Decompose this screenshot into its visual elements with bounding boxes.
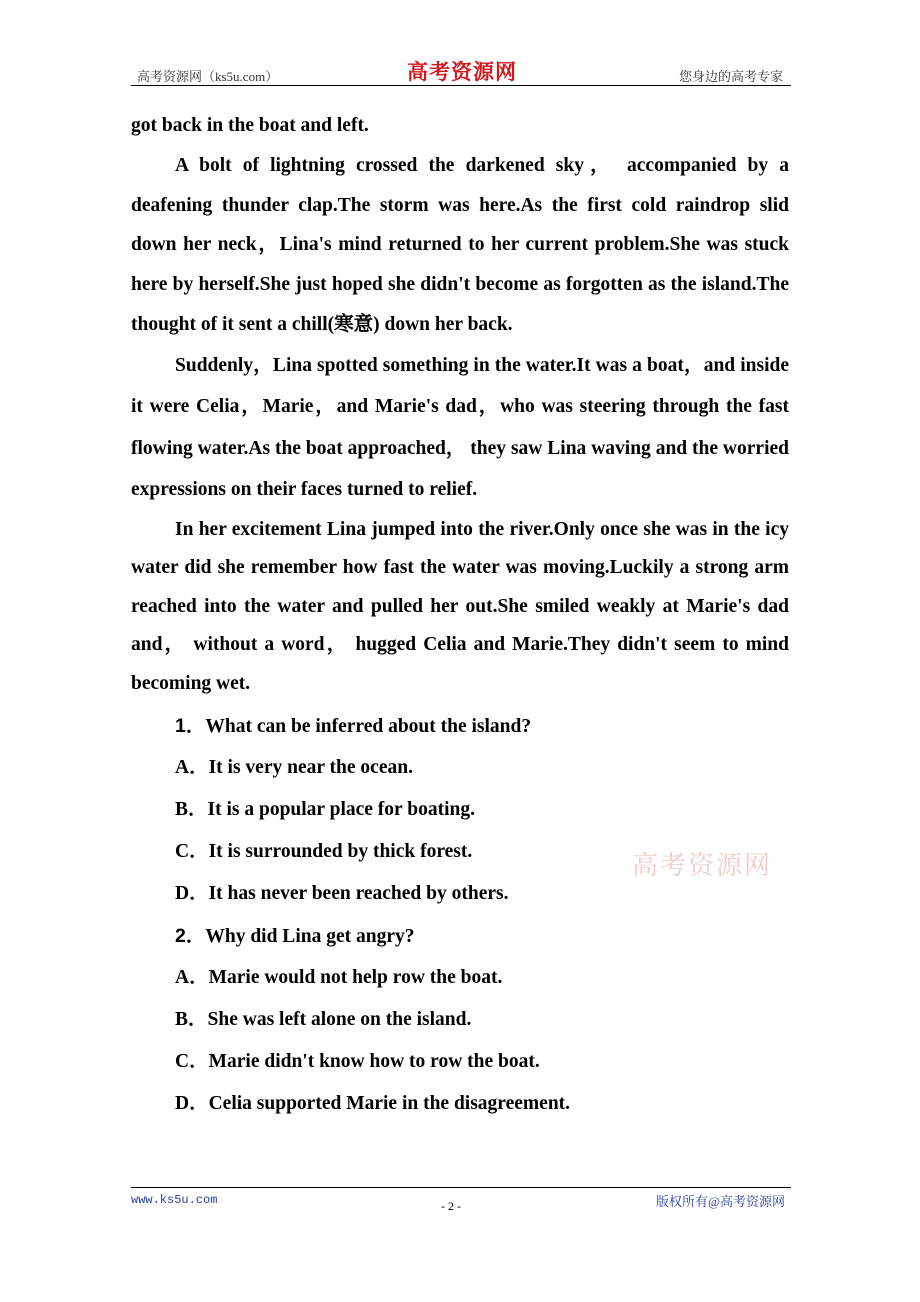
option-text: Celia supported Marie in the disagreement. bbox=[208, 1093, 571, 1115]
passage-paragraph-3: In her excitement Lina jumped into the river.Only once she was in the icy water did she remember how fast the water was moving.Luckily a strong arm reached into the water and pulled her out.She smiled weakly at Marie's dad and， without a word， hugged Celia and Marie.They didn't seem to mind becoming wet. bbox=[131, 518, 789, 694]
passage-paragraph-2: Suddenly，Lina spotted something in the water.It was a boat，and inside it were Celia，Marie，and Marie's dad，who was steering through the fast flowing water.As the boat approached， they saw Lina waving and the worried expressions on their faces turned to relief. bbox=[131, 354, 789, 501]
question-number: 2． bbox=[175, 925, 206, 948]
passage-paragraph-1: A bolt of lightning crossed the darkened sky， accompanied by a deafening thunder clap.The storm was here.As the first cold raindrop slid down her neck，Lina's mind returned to her current problem.She was stuck here by herself.She just hoped she didn't become as forgotten as the island.The thought of it sent a chill(寒意) down her back. bbox=[131, 155, 789, 335]
footer-copyright: 版权所有@高考资源网 bbox=[656, 1194, 785, 1209]
option-b bbox=[131, 789, 789, 831]
option-a bbox=[131, 747, 789, 789]
option-text: It is surrounded by thick forest. bbox=[208, 841, 473, 863]
option-label: C． bbox=[175, 841, 209, 863]
document-body bbox=[131, 106, 789, 1125]
option-label: B． bbox=[175, 799, 208, 821]
header-site-name: 高考资源网（ks5u.com） bbox=[137, 69, 279, 84]
footer-site-link[interactable]: www.ks5u.com bbox=[131, 1193, 218, 1207]
option-text: It is very near the ocean. bbox=[208, 757, 413, 779]
option-text: It has never been reached by others. bbox=[208, 883, 509, 905]
page-number: - 2 - bbox=[441, 1199, 461, 1213]
question-number: 1． bbox=[175, 715, 206, 738]
watermark: 高考资源网 bbox=[632, 851, 773, 881]
option-label: C． bbox=[175, 1051, 209, 1073]
option-b bbox=[131, 999, 789, 1041]
header-logo: 高考资源网 bbox=[407, 60, 517, 84]
option-text: It is a popular place for boating. bbox=[207, 799, 475, 821]
option-label: D． bbox=[175, 1093, 209, 1115]
header-divider bbox=[131, 85, 791, 86]
option-a bbox=[131, 957, 789, 999]
question-stem bbox=[131, 705, 789, 747]
footer-divider bbox=[131, 1187, 791, 1188]
page-footer bbox=[131, 1187, 791, 1227]
option-label: A． bbox=[175, 967, 209, 989]
question-2 bbox=[131, 915, 789, 1125]
question-text: Why did Lina get angry? bbox=[205, 926, 415, 948]
option-text: Marie didn't know how to row the boat. bbox=[208, 1051, 540, 1073]
question-stem bbox=[131, 915, 789, 957]
header-slogan: 您身边的高考专家 bbox=[678, 69, 783, 84]
option-text: She was left alone on the island. bbox=[207, 1009, 472, 1031]
option-d bbox=[131, 1083, 789, 1125]
option-label: B． bbox=[175, 1009, 208, 1031]
option-c bbox=[131, 1041, 789, 1083]
option-label: D． bbox=[175, 883, 209, 905]
question-1 bbox=[131, 705, 789, 915]
option-text: Marie would not help row the boat. bbox=[208, 967, 503, 989]
option-label: A． bbox=[175, 757, 209, 779]
page-header bbox=[131, 56, 791, 86]
passage-paragraph-0: got back in the boat and left. bbox=[131, 115, 369, 136]
question-text: What can be inferred about the island? bbox=[205, 716, 532, 738]
